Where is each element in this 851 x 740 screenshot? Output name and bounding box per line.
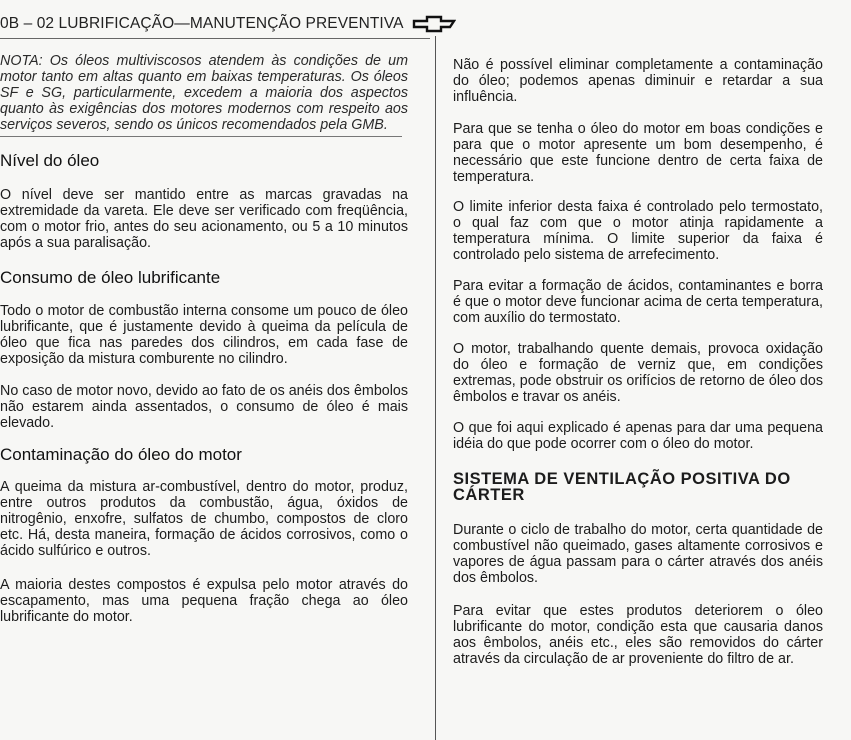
paragraph: O que foi aqui explicado é apenas para dar uma pequena idéia do que pode ocorrer com o óleo do motor.	[453, 420, 823, 452]
column-divider	[435, 36, 436, 740]
left-column	[0, 53, 408, 625]
paragraph: Para evitar a formação de ácidos, contaminantes e borra é que o motor deve funcionar acima de certa temperatura, com auxílio do termostato.	[453, 278, 823, 326]
note-divider	[0, 136, 402, 137]
paragraph: Durante o ciclo de trabalho do motor, certa quantidade de combustível não queimado, gases altamente corrosivos e vapores de água passam para o cárter através dos anéis dos êmbolos.	[453, 522, 823, 586]
heading-consumo-de-oleo: Consumo de óleo lubrificante	[0, 268, 221, 287]
paragraph: Não é possível eliminar completamente a contaminação do óleo; podemos apenas diminuir e retardar a sua influência.	[453, 57, 823, 105]
paragraph: O nível deve ser mantido entre as marcas gravadas na extremidade da vareta. Ele deve ser verificado com freqüência, com o motor frio, antes do seu acionamento, ou 5 a 10 minutos após a sua paralisação.	[0, 187, 408, 251]
paragraph: No caso de motor novo, devido ao fato de os anéis dos êmbolos não estarem ainda assentados, o consumo de óleo é mais elevado.	[0, 383, 408, 431]
header-title: 0B – 02 LUBRIFICAÇÃO—MANUTENÇÃO PREVENTIVA	[0, 15, 404, 32]
paragraph: Para evitar que estes produtos deteriorem o óleo lubrificante do motor, condição esta que causaria danos aos êmbolos, anéis etc., eles são removidos do cárter através da circulação de ar proveniente do filtro de ar.	[453, 603, 823, 667]
heading-nivel-do-oleo: Nível do óleo	[0, 151, 100, 170]
paragraph: Para que se tenha o óleo do motor em boas condições e para que o motor apresente um bom desempenho, é necessário que este funcione dentro de certa faixa de temperatura.	[453, 121, 823, 185]
paragraph: O limite inferior desta faixa é controlado pelo termostato, o qual faz com que o motor atinja rapidamente a temperatura mínima. O limite superior da faixa é controlado pelo sistema de arrefecimento.	[453, 199, 823, 263]
paragraph: A queima da mistura ar-combustível, dentro do motor, produz, entre outros produtos da combustão, água, óxidos de nitrogênio, enxofre, sulfatos de chumbo, compostos de cloro etc. Há, desta maneira, formação de ácidos corrosivos, como o ácido sulfúrico e outros.	[0, 479, 408, 559]
paragraph: O motor, trabalhando quente demais, provoca oxidação do óleo e formação de verniz que, em condições extremas, pode obstruir os orifícios de retorno de óleo dos êmbolos e travar os anéis.	[453, 341, 823, 405]
right-column	[453, 57, 823, 667]
header-rule	[0, 38, 430, 39]
note-paragraph: NOTA: Os óleos multiviscosos atendem às condições de um motor tanto em altas quanto em baixas temperaturas. Os óleos SF e SG, particularmente, excedem a maioria dos aspectos quanto às exigências dos motores modernos com respeito aos serviços severos, sendo os únicos recomendados pela GMB.	[0, 53, 408, 133]
heading-sistema-ventilacao: SISTEMA DE VENTILAÇÃO POSITIVA DO CÁRTER	[453, 470, 791, 504]
paragraph: Todo o motor de combustão interna consome um pouco de óleo lubrificante, que é justamente devido à queima da película de óleo que fica nas paredes dos cilindros, em cada fase de exposição da mistura comburente no cilindro.	[0, 303, 408, 367]
paragraph: A maioria destes compostos é expulsa pelo motor através do escapamento, mas uma pequena fração chega ao óleo lubrificante do motor.	[0, 577, 408, 625]
bowtie-logo-icon	[412, 14, 456, 34]
page-header	[0, 10, 600, 38]
heading-contaminacao-do-oleo: Contaminação do óleo do motor	[0, 445, 242, 464]
